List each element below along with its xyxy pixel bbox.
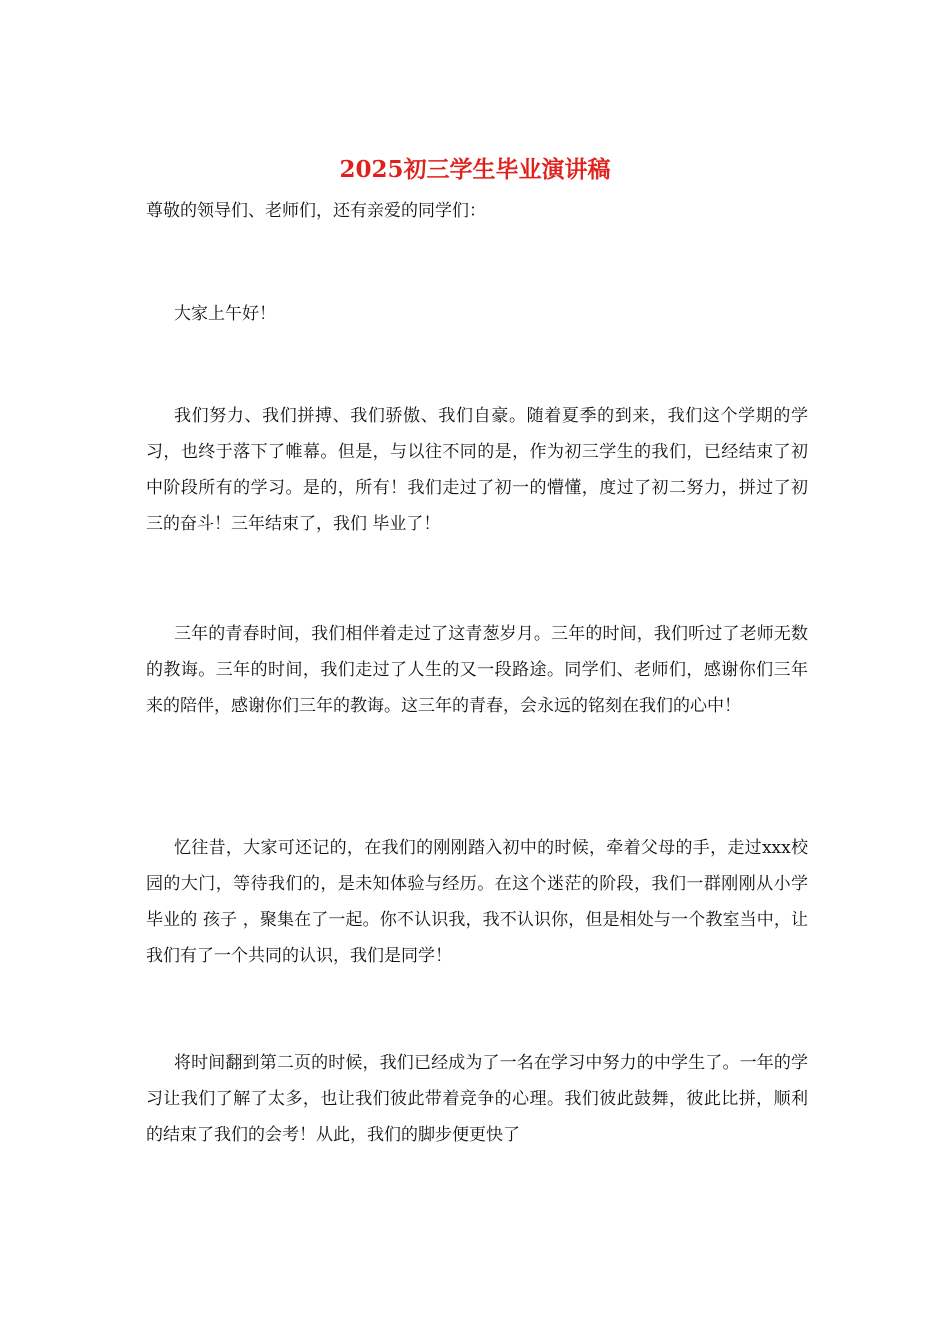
paragraph: 三年的青春时间，我们相伴着走过了这青葱岁月。三年的时间，我们听过了老师无数的教诲。三年的时间，我们走过了人生的又一段路途。同学们、老师们，感谢你们三年来的陪伴，感谢你们三年的教诲。这三年的青春，会永远的铭刻在我们的心中！ [146, 624, 808, 716]
paragraph: 将时间翻到第二页的时候，我们已经成为了一名在学习中努力的中学生了。一年的学习让我们了解了太多，也让我们彼此带着竞争的心理。我们彼此鼓舞，彼此比拼，顺利的结束了我们的会考！从此，我们的脚步便更快了 [146, 1053, 808, 1145]
salutation: 尊敬的领导们、老师们，还有亲爱的同学们： [146, 201, 486, 221]
paragraph-greeting: 大家上午好！ [174, 304, 276, 324]
page-title: 2025初三学生毕业演讲稿 [339, 156, 611, 183]
paragraph: 忆往昔，大家可还记的，在我们的刚刚踏入初中的时候，牵着父母的手，走过xxx校园的大门，等待我们的，是未知体验与经历。在这个迷茫的阶段，我们一群刚刚从小学毕业的 孩子 ，聚集在了一起。你不认识我，我不认识你，但是相处与一个教室当中，让我们有了一个共同的认识，我们是同学！ [146, 838, 808, 966]
paragraph: 我们努力、我们拼搏、我们骄傲、我们自豪。随着夏季的到来，我们这个学期的学习，也终于落下了帷幕。但是，与以往不同的是，作为初三学生的我们，已经结束了初中阶段所有的学习。是的，所有！我们走过了初一的懵懂，度过了初二努力，拼过了初三的奋斗！三年结束了，我们 毕业了！ [146, 406, 808, 534]
